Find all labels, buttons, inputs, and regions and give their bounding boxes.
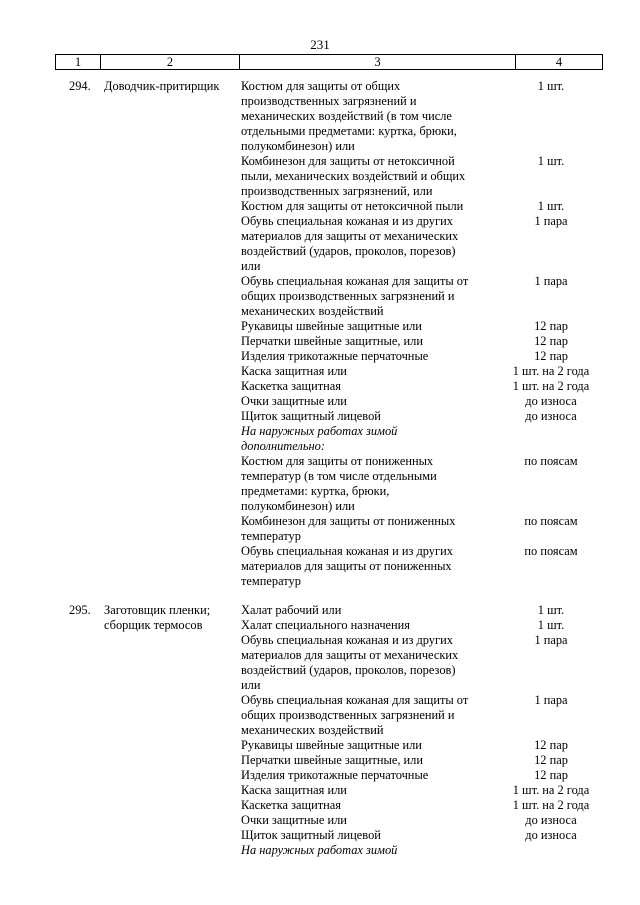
item-norm: по поясам — [524, 514, 578, 528]
item-norm: 1 шт. на 2 года — [512, 364, 590, 378]
column-header-row — [55, 54, 603, 70]
item-line: Рукавицы швейные защитные или — [241, 319, 422, 333]
item-row — [241, 409, 626, 424]
item-row — [241, 394, 626, 409]
item-line: Костюм для защиты от общих — [241, 79, 401, 93]
item-line: воздействий (ударов, проколов, порезов) — [241, 244, 456, 258]
item-norm: 1 шт. — [537, 79, 565, 93]
item-line: На наружных работах зимой — [241, 843, 398, 857]
item-line: Халат рабочий или — [241, 603, 342, 617]
note-text — [241, 424, 481, 454]
item-name — [241, 783, 481, 798]
item-name — [241, 798, 481, 813]
item-line: Халат специального назначения — [241, 618, 411, 632]
item-line: Каскетка защитная — [241, 379, 341, 393]
item-name — [241, 394, 481, 409]
item-row — [241, 768, 626, 783]
item-name — [241, 603, 481, 618]
item-line: Щиток защитный лицевой — [241, 409, 381, 423]
entries-list — [0, 79, 640, 858]
item-name — [241, 79, 481, 154]
item-line: механических воздействий — [241, 304, 384, 318]
item-row — [241, 379, 626, 394]
note-text — [241, 843, 481, 858]
item-line: Каска защитная или — [241, 364, 347, 378]
item-line: материалов для защиты от механических — [241, 648, 459, 662]
item-line: Комбинезон для защиты от пониженных — [241, 514, 456, 528]
item-norm: до износа — [525, 813, 577, 827]
item-line: Изделия трикотажные перчаточные — [241, 768, 429, 782]
item-row — [241, 349, 626, 364]
item-norm: до износа — [525, 409, 577, 423]
profession-name: Доводчик-притирщик — [104, 79, 220, 93]
item-norm — [481, 424, 621, 454]
items-list — [241, 79, 626, 589]
column-header-2: 2 — [101, 55, 240, 70]
item-norm: 1 пара — [534, 274, 568, 288]
column-header-3: 3 — [240, 55, 516, 70]
entry-number: 295. — [69, 603, 91, 617]
item-name — [241, 319, 481, 334]
item-norm: 1 шт. на 2 года — [512, 783, 590, 797]
item-norm: 1 пара — [534, 214, 568, 228]
item-line: механических воздействий — [241, 723, 384, 737]
item-row — [241, 798, 626, 813]
item-row — [241, 319, 626, 334]
item-name — [241, 199, 481, 214]
item-row — [241, 753, 626, 768]
item-line: Каскетка защитная — [241, 798, 341, 812]
item-line: Перчатки швейные защитные, или — [241, 753, 423, 767]
item-norm: 1 пара — [534, 693, 568, 707]
item-norm: 1 шт. — [537, 618, 565, 632]
item-line: температур (в том числе отдельными — [241, 469, 437, 483]
item-norm: 12 пар — [534, 738, 568, 752]
item-line: пыли, механических воздействий и общих — [241, 169, 466, 183]
item-row — [241, 693, 626, 738]
item-line: Костюм для защиты от нетоксичной пыли — [241, 199, 464, 213]
item-norm: 1 шт. — [537, 154, 565, 168]
item-norm: до износа — [525, 828, 577, 842]
item-row — [241, 214, 626, 274]
item-row — [241, 199, 626, 214]
item-line: Рукавицы швейные защитные или — [241, 738, 422, 752]
item-line: температур — [241, 574, 301, 588]
item-line: Изделия трикотажные перчаточные — [241, 349, 429, 363]
item-row — [241, 738, 626, 753]
item-line: Обувь специальная кожаная для защиты от — [241, 693, 469, 707]
item-norm: по поясам — [524, 544, 578, 558]
item-name — [241, 753, 481, 768]
item-line: воздействий (ударов, проколов, порезов) — [241, 663, 456, 677]
item-row — [241, 424, 626, 454]
item-line: Комбинезон для защиты от нетоксичной — [241, 154, 455, 168]
item-row — [241, 813, 626, 828]
item-line: Каска защитная или — [241, 783, 347, 797]
item-row — [241, 454, 626, 514]
item-line: Очки защитные или — [241, 394, 347, 408]
entry-row — [0, 79, 640, 589]
item-line: дополнительно: — [241, 439, 325, 453]
item-line: Перчатки швейные защитные, или — [241, 334, 423, 348]
item-row — [241, 544, 626, 589]
item-norm: 1 шт. — [537, 199, 565, 213]
item-row — [241, 154, 626, 199]
item-line: Обувь специальная кожаная для защиты от — [241, 274, 469, 288]
item-row — [241, 828, 626, 843]
item-name — [241, 768, 481, 783]
item-line: или — [241, 678, 261, 692]
item-norm: 12 пар — [534, 753, 568, 767]
item-line: Костюм для защиты от пониженных — [241, 454, 434, 468]
item-line: производственных загрязнений, или — [241, 184, 433, 198]
column-header-4: 4 — [516, 55, 603, 70]
item-line: общих производственных загрязнений и — [241, 289, 455, 303]
item-line: или — [241, 259, 261, 273]
item-name — [241, 618, 481, 633]
item-name — [241, 334, 481, 349]
item-norm: 1 шт. на 2 года — [512, 379, 590, 393]
item-norm: до износа — [525, 394, 577, 408]
item-line: материалов для защиты от пониженных — [241, 559, 452, 573]
item-norm: 12 пар — [534, 768, 568, 782]
item-line: Щиток защитный лицевой — [241, 828, 381, 842]
entry-row — [0, 603, 640, 858]
item-norm: 12 пар — [534, 334, 568, 348]
item-line: механических воздействий (в том числе — [241, 109, 452, 123]
entry-number: 294. — [69, 79, 91, 93]
item-name — [241, 379, 481, 394]
item-norm: по поясам — [524, 454, 578, 468]
item-line: полукомбинезон) или — [241, 499, 355, 513]
item-row — [241, 274, 626, 319]
item-norm: 1 шт. — [537, 603, 565, 617]
item-name — [241, 544, 481, 589]
item-norm: 12 пар — [534, 319, 568, 333]
item-line: температур — [241, 529, 301, 543]
item-line: материалов для защиты от механических — [241, 229, 459, 243]
column-header-1: 1 — [56, 55, 101, 70]
item-line: производственных загрязнений и — [241, 94, 417, 108]
item-name — [241, 693, 481, 738]
item-line: Очки защитные или — [241, 813, 347, 827]
item-line: общих производственных загрязнений и — [241, 708, 455, 722]
item-row — [241, 603, 626, 618]
profession-name: Заготовщик пленки; сборщик термосов — [104, 603, 211, 632]
page-number: 231 — [310, 37, 330, 52]
item-name — [241, 514, 481, 544]
item-row — [241, 364, 626, 379]
item-row — [241, 633, 626, 693]
item-row — [241, 618, 626, 633]
item-line: Обувь специальная кожаная и из других — [241, 633, 453, 647]
item-name — [241, 214, 481, 274]
item-row — [241, 514, 626, 544]
item-name — [241, 154, 481, 199]
item-line: Обувь специальная кожаная и из других — [241, 544, 453, 558]
item-norm: 12 пар — [534, 349, 568, 363]
item-name — [241, 274, 481, 319]
item-norm: 1 пара — [534, 633, 568, 647]
item-name — [241, 828, 481, 843]
item-line: полукомбинезон) или — [241, 139, 355, 153]
item-row — [241, 79, 626, 154]
item-norm — [481, 843, 621, 858]
item-row — [241, 334, 626, 349]
item-line: Обувь специальная кожаная и из других — [241, 214, 453, 228]
item-name — [241, 633, 481, 693]
item-row — [241, 783, 626, 798]
item-name — [241, 454, 481, 514]
item-name — [241, 813, 481, 828]
item-norm: 1 шт. на 2 года — [512, 798, 590, 812]
item-row — [241, 843, 626, 858]
items-list — [241, 603, 626, 858]
item-name — [241, 349, 481, 364]
item-name — [241, 409, 481, 424]
item-name — [241, 738, 481, 753]
item-line: предметами: куртка, брюки, — [241, 484, 390, 498]
item-line: отдельными предметами: куртка, брюки, — [241, 124, 457, 138]
item-name — [241, 364, 481, 379]
item-line: На наружных работах зимой — [241, 424, 398, 438]
